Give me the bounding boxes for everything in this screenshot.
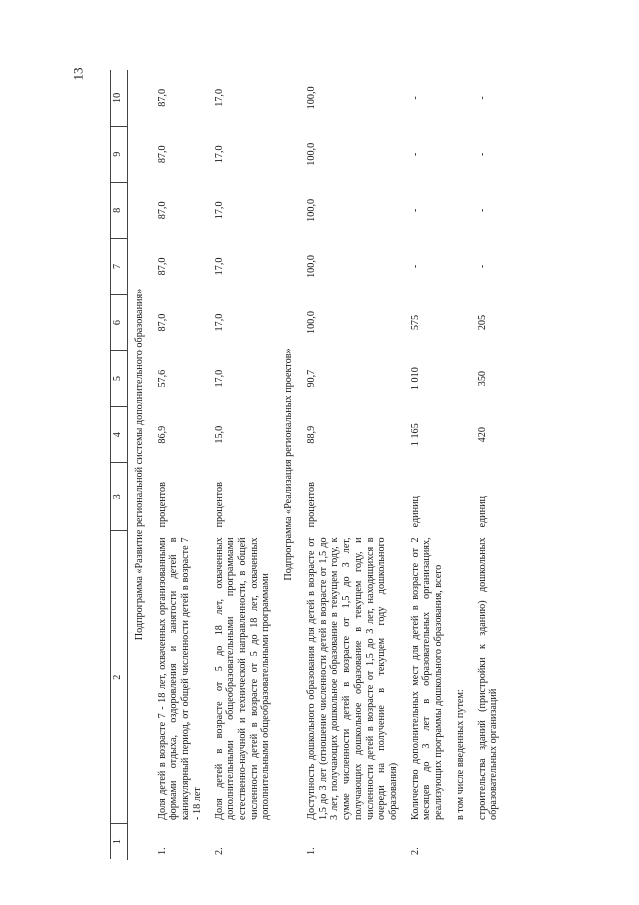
unit-cell: процентов — [156, 482, 168, 528]
row-number: 2. — [213, 847, 225, 855]
table-row — [450, 70, 472, 860]
indicator-description: Доля детей в возрасте 7 - 18 лет, охваченных организованными формами отдыха, оздоровления и занятости детей в каникулярный период, от общей численности детей в возрасте 7 - 18 лет — [156, 537, 203, 820]
value-cell: 90,7 — [305, 369, 317, 388]
value-cell — [450, 351, 472, 407]
value-cell — [450, 407, 472, 463]
value-cell — [450, 70, 472, 126]
indicator-description: в том числе введенных путем: — [454, 689, 466, 820]
row-number — [472, 823, 505, 859]
unit-cell — [450, 463, 472, 531]
value-cell: 575 — [409, 314, 421, 331]
row-number: 1. — [305, 847, 317, 855]
column-header: 7 — [111, 238, 128, 294]
value-cell — [450, 182, 472, 238]
value-cell: 1 010 — [409, 367, 421, 391]
value-cell: 100,0 — [305, 254, 317, 278]
value-cell: 87,0 — [156, 145, 168, 164]
value-cell: 87,0 — [156, 313, 168, 332]
table-row — [152, 70, 209, 860]
column-header: 3 — [111, 463, 128, 531]
unit-cell: единиц — [476, 496, 488, 528]
value-cell: 17,0 — [213, 145, 225, 164]
value-cell: - — [476, 264, 488, 269]
column-header: 4 — [111, 407, 128, 463]
value-cell: 87,0 — [156, 88, 168, 107]
value-cell: - — [409, 208, 421, 213]
value-cell: - — [409, 264, 421, 269]
unit-cell: единиц — [409, 496, 421, 528]
indicator-sheet — [110, 70, 580, 860]
value-cell: 87,0 — [156, 201, 168, 220]
value-cell: 87,0 — [156, 257, 168, 276]
indicator-table — [110, 70, 505, 860]
column-header: 1 — [111, 823, 128, 859]
indicator-description: Доля детей в возрасте от 5 до 18 лет, охваченных дополнительными общеобразовательными программами естественно-научной и технической направленности, в общей численности детей в возрасте от 5 до 18 лет, охваченных дополнительными общеобразовательными программами — [213, 537, 272, 820]
value-cell: 17,0 — [213, 257, 225, 276]
column-number-row — [111, 70, 128, 860]
table-row — [472, 70, 505, 860]
column-header: 10 — [111, 70, 128, 126]
table-row — [405, 70, 450, 860]
column-header: 5 — [111, 351, 128, 407]
page-number: 13 — [70, 67, 86, 81]
row-number: 2. — [409, 847, 421, 855]
value-cell: 17,0 — [213, 201, 225, 220]
value-cell: - — [476, 152, 488, 156]
value-cell — [450, 294, 472, 350]
subprogram-heading — [277, 70, 301, 860]
value-cell: 100,0 — [305, 86, 317, 110]
value-cell: - — [409, 152, 421, 156]
column-header: 6 — [111, 294, 128, 350]
value-cell: 17,0 — [213, 313, 225, 332]
value-cell: - — [476, 96, 488, 100]
value-cell: - — [476, 208, 488, 213]
value-cell: 100,0 — [305, 142, 317, 166]
value-cell — [450, 238, 472, 294]
value-cell: 350 — [476, 370, 488, 387]
value-cell: 205 — [476, 314, 488, 331]
subprogram-title: Подпрограмма «Развитие региональной системы дополнительного образования» — [134, 288, 145, 641]
value-cell: 17,0 — [213, 88, 225, 107]
row-number: 1. — [156, 847, 168, 855]
column-header: 9 — [111, 126, 128, 182]
column-header: 8 — [111, 182, 128, 238]
value-cell: 57,6 — [156, 369, 168, 388]
value-cell — [450, 126, 472, 182]
value-cell: 17,0 — [213, 369, 225, 388]
column-header: 2 — [111, 531, 128, 824]
subprogram-heading — [128, 70, 152, 860]
indicator-description: Количество дополнительных мест для детей в возрасте от 2 месяцев до 3 лет в образовательных организациях, реализующих программы дошкольного образования, всего — [409, 537, 445, 820]
unit-cell: процентов — [213, 482, 225, 528]
unit-cell: процентов — [305, 482, 317, 528]
indicator-description: Доступность дошкольного образования для детей в возрасте от 1,5 до 3 лет (отношение численности детей в возрасте от 1,5 до 3 лет, получающих дошкольное образование в текущем году, к сумме численности детей в возрасте от 1,5 до 3 лет, получающих дошкольное образование в текущем году, и численности детей в возрасте от 1,5 до 3 лет, находящихся в очереди на получение в текущем году дошкольного образования) — [305, 537, 399, 820]
value-cell: 420 — [476, 427, 488, 443]
table-row — [209, 70, 278, 860]
rotated-table-area — [110, 70, 580, 860]
row-number — [450, 823, 472, 859]
table-row — [301, 70, 405, 860]
subprogram-title: Подпрограмма «Реализация региональных проектов» — [283, 348, 295, 581]
value-cell: 86,9 — [156, 425, 168, 444]
value-cell: 100,0 — [305, 198, 317, 222]
indicator-description: строительства зданий (пристройки к зданию) дошкольных образовательных организаций — [476, 537, 500, 820]
value-cell: 1 165 — [409, 423, 421, 447]
value-cell: - — [409, 96, 421, 100]
value-cell: 15,0 — [213, 425, 225, 444]
value-cell: 88,9 — [305, 425, 317, 444]
value-cell: 100,0 — [305, 311, 317, 334]
